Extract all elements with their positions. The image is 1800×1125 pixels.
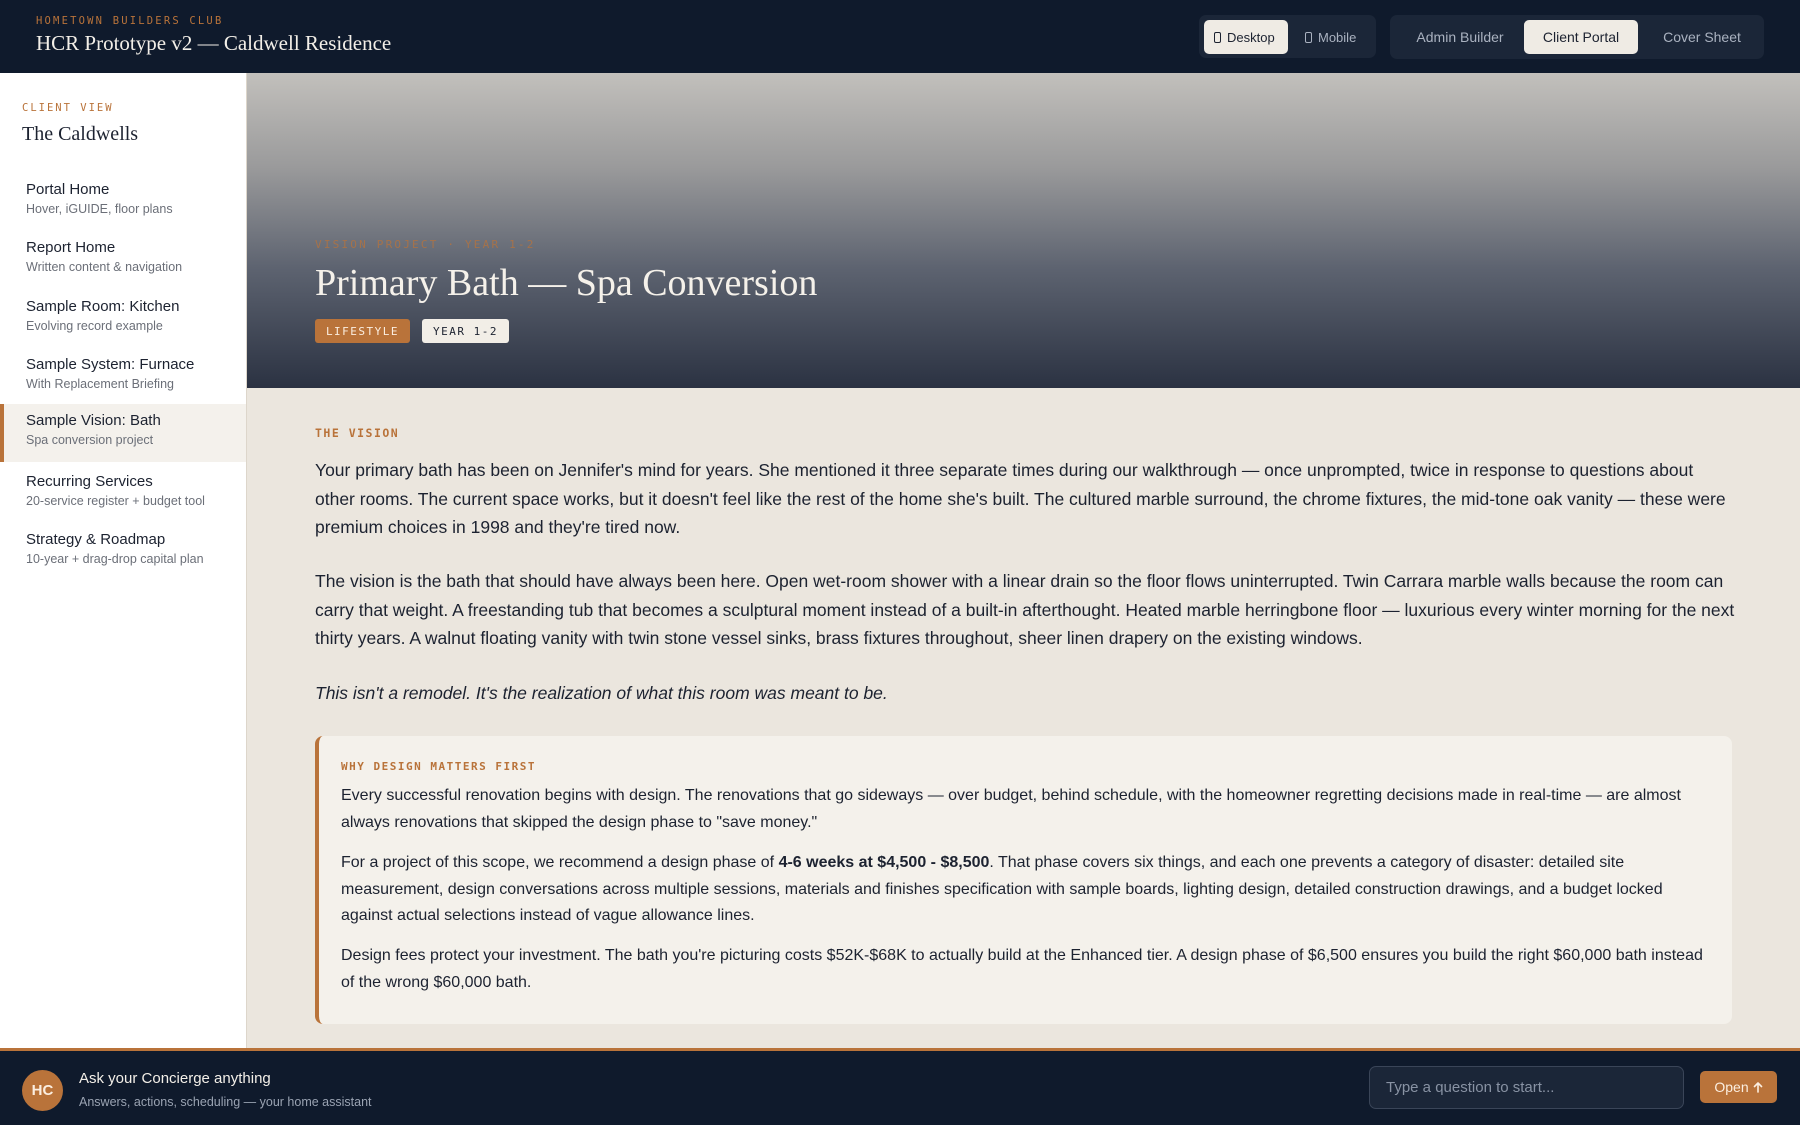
phone-icon (1214, 32, 1221, 43)
sidebar-item-sub: 20-service register + budget tool (26, 494, 205, 508)
brand-eyebrow: HOMETOWN BUILDERS CLUB (36, 15, 224, 27)
sidebar-item-sub: Spa conversion project (26, 433, 154, 447)
hero-eyebrow: VISION PROJECT · YEAR 1-2 (315, 238, 536, 251)
sidebar-item-bath[interactable] (0, 404, 246, 462)
mobile-label: Mobile (1318, 29, 1357, 45)
sidebar-item-strategy[interactable] (0, 523, 246, 581)
callout-paragraph-1: Every successful renovation begins with design. The renovations that go sideways — over budget, behind schedule, with the homeowner regretting decisions made in real-time — are almost always renovations that skipped the design phase to "save money." (341, 787, 1681, 831)
device-toggle (1199, 15, 1376, 58)
sidebar-item-label: Portal Home (26, 181, 110, 198)
year-badge: YEAR 1-2 (422, 319, 509, 343)
sidebar-item-label: Sample Room: Kitchen (26, 298, 180, 315)
design-callout (315, 736, 1732, 1024)
callout-text: For a project of this scope, we recommend a design phase of (341, 854, 779, 871)
main-content (247, 388, 1800, 1048)
concierge-bar (0, 1048, 1800, 1125)
sidebar-item-sub: Hover, iGUIDE, floor plans (26, 202, 173, 216)
sidebar-item-sub: Written content & navigation (26, 260, 183, 274)
desktop-label: Desktop (1227, 29, 1275, 45)
sidebar-item-furnace[interactable] (0, 348, 246, 406)
arrow-up-icon (1753, 1082, 1763, 1093)
concierge-subtitle: Answers, actions, scheduling — your home assistant (79, 1095, 372, 1109)
view-tabs (1390, 15, 1764, 59)
open-button[interactable] (1700, 1071, 1777, 1103)
sidebar-eyebrow: CLIENT VIEW (22, 102, 114, 114)
top-bar (0, 0, 1800, 73)
callout-text: . That phase covers six things, and each one prevents a category of disaster: detailed site measurement, design conversations across multiple sessions, materials and finishes specification with sample boards, lighting design, detailed construction drawings, and a budget locked against actual selections instead of vague allowance lines. (341, 854, 1663, 924)
callout-paragraph-3: Design fees protect your investment. The bath you're picturing costs $52K-$68K to actually build at the Enhanced tier. A design phase of $6,500 ensures you build the right $60,000 bath instead of the wrong $60,000 bath. (341, 947, 1703, 991)
concierge-input[interactable] (1369, 1066, 1684, 1109)
avatar: HC (22, 1070, 63, 1111)
sidebar-item-recurring-services[interactable] (0, 465, 246, 523)
open-label: Open (1714, 1079, 1749, 1095)
sidebar-item-label: Strategy & Roadmap (26, 531, 166, 548)
app-title: HCR Prototype v2 — Caldwell Residence (36, 31, 392, 55)
sidebar-item-sub: With Replacement Briefing (26, 377, 174, 391)
page-title: Primary Bath — Spa Conversion (315, 262, 818, 304)
lifestyle-badge: LIFESTYLE (315, 319, 410, 343)
sidebar-item-report-home[interactable] (0, 231, 246, 289)
sidebar-title: The Caldwells (22, 123, 139, 145)
tab-cover-sheet[interactable]: Cover Sheet (1663, 29, 1741, 45)
hero-banner (247, 73, 1800, 388)
sidebar-item-label: Recurring Services (26, 473, 153, 490)
desktop-view-button[interactable] (1204, 20, 1288, 54)
sidebar-item-label: Sample Vision: Bath (26, 412, 161, 429)
sidebar-item-label: Report Home (26, 239, 116, 256)
sidebar-item-sub: Evolving record example (26, 319, 163, 333)
tab-admin-builder[interactable]: Admin Builder (1416, 29, 1504, 45)
concierge-title: Ask your Concierge anything (79, 1070, 271, 1087)
vision-paragraph-1: Your primary bath has been on Jennifer's mind for years. She mentioned it three separate times during our walkthrough — once unprompted, twice in response to questions about other rooms. The current space works, but it doesn't feel like the rest of the home she's built. The cultured marble surround, the chrome fixtures, the mid-tone oak vanity — these were premium choices in 1998 and they're tired now. (315, 460, 1726, 537)
mobile-view-button[interactable] (1295, 20, 1371, 54)
sidebar-item-label: Sample System: Furnace (26, 356, 195, 373)
phone-icon (1305, 32, 1312, 43)
vision-tagline: This isn't a remodel. It's the realization of what this room was meant to be. (315, 683, 888, 703)
design-phase-estimate: 4-6 weeks at $4,500 - $8,500 (778, 854, 990, 871)
sidebar-item-sub: 10-year + drag-drop capital plan (26, 552, 204, 566)
callout-eyebrow: WHY DESIGN MATTERS FIRST (341, 760, 536, 773)
vision-paragraph-2: The vision is the bath that should have always been here. Open wet-room shower with a linear drain so the floor flows uninterrupted. Twin Carrara marble walls because the room can carry that weight. A freestanding tub that becomes a sculptural moment instead of a built-in afterthought. Heated marble herringbone floor — luxurious every winter morning for the next thirty years. A walnut floating vanity with twin stone vessel sinks, brass fixtures throughout, sheer linen drapery on the existing windows. (315, 571, 1735, 648)
sidebar (0, 73, 247, 1048)
callout-paragraph-2 (341, 850, 1716, 930)
sidebar-item-portal-home[interactable] (0, 173, 246, 231)
section-eyebrow: THE VISION (315, 426, 400, 440)
sidebar-item-kitchen[interactable] (0, 290, 246, 348)
tab-client-portal[interactable]: Client Portal (1524, 20, 1638, 54)
